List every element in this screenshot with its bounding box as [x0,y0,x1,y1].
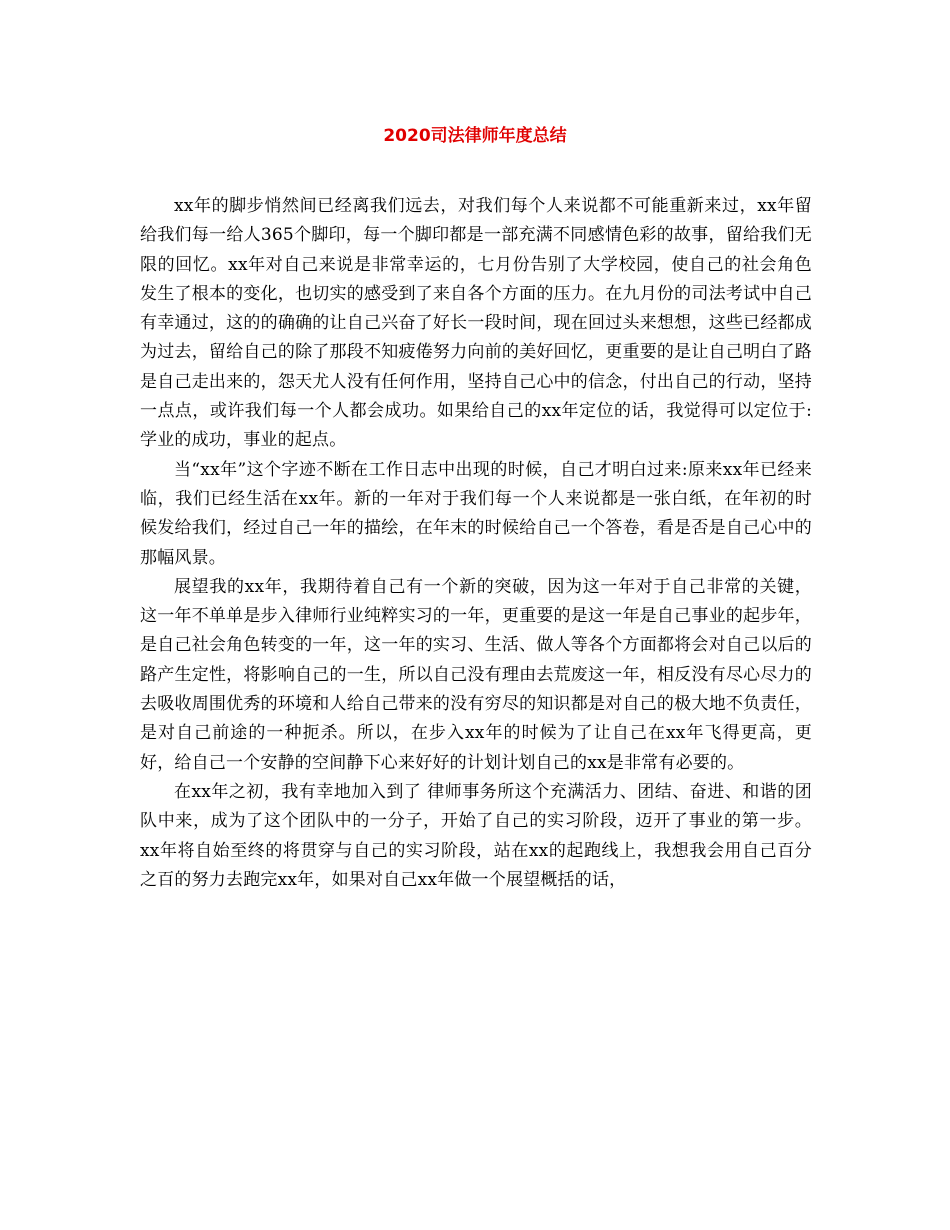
paragraph-3: 展望我的xx年，我期待着自己有一个新的突破，因为这一年对于自己非常的关键，这一年不单单是步入律师行业纯粹实习的一年，更重要的是这一年是自己事业的起步年，是自己社会角色转变的一年，这一年的实习、生活、做人等各个方面都将会对自己以后的路产生定性，将影响自己的一生，所以自己没有理由去荒废这一年，相反没有尽心尽力的去吸收周围优秀的环境和人给自己带来的没有穷尽的知识都是对自己的极大地不负责任，是对自己前途的一种扼杀。所以，在步入xx年的时候为了让自己在xx年飞得更高，更好，给自己一个安静的空间静下心来好好的计划计划自己的xx是非常有必要的。 [140,576,812,773]
paragraph-2: 当“xx年”这个字迹不断在工作日志中出现的时候，自己才明白过来:原来xx年已经来临，我们已经生活在xx年。新的一年对于我们每一个人来说都是一张白纸，在年初的时候发给我们，经过自己一年的描绘，在年末的时候给自己一个答卷，看是否是自己心中的那幅风景。 [140,459,812,568]
paragraph-4: 在xx年之初，我有幸地加入到了 律师事务所这个充满活力、团结、奋进、和谐的团队中来，成为了这个团队中的一分子，开始了自己的实习阶段，迈开了事业的第一步。xx年将自始至终的将贯穿与自己的实习阶段，站在xx的起跑线上，我想我会用自己百分之百的努力去跑完xx年，如果对自己xx年做一个展望概括的话， [140,781,812,890]
paragraph-1: xx年的脚步悄然间已经离我们远去，对我们每个人来说都不可能重新来过，xx年留给我们每一给人365个脚印，每一个脚印都是一部充满不同感情色彩的故事，留给我们无限的回忆。xx年对自己来说是非常幸运的，七月份告别了大学校园，使自己的社会角色发生了根本的变化，也切实的感受到了来自各个方面的压力。在九月份的司法考试中自己有幸通过，这的的确确的让自己兴奋了好长一段时间，现在回过头来想想，这些已经都成为过去，留给自己的除了那段不知疲倦努力向前的美好回忆，更重要的是让自己明白了路是自己走出来的，怨天尤人没有任何作用，坚持自己心中的信念，付出自己的行动，坚持一点点，或许我们每一个人都会成功。如果给自己的xx年定位的话，我觉得可以定位于:学业的成功，事业的起点。 [140,196,812,451]
document-title: 2020司法律师年度总结 [383,126,567,146]
document-body [140,192,812,895]
